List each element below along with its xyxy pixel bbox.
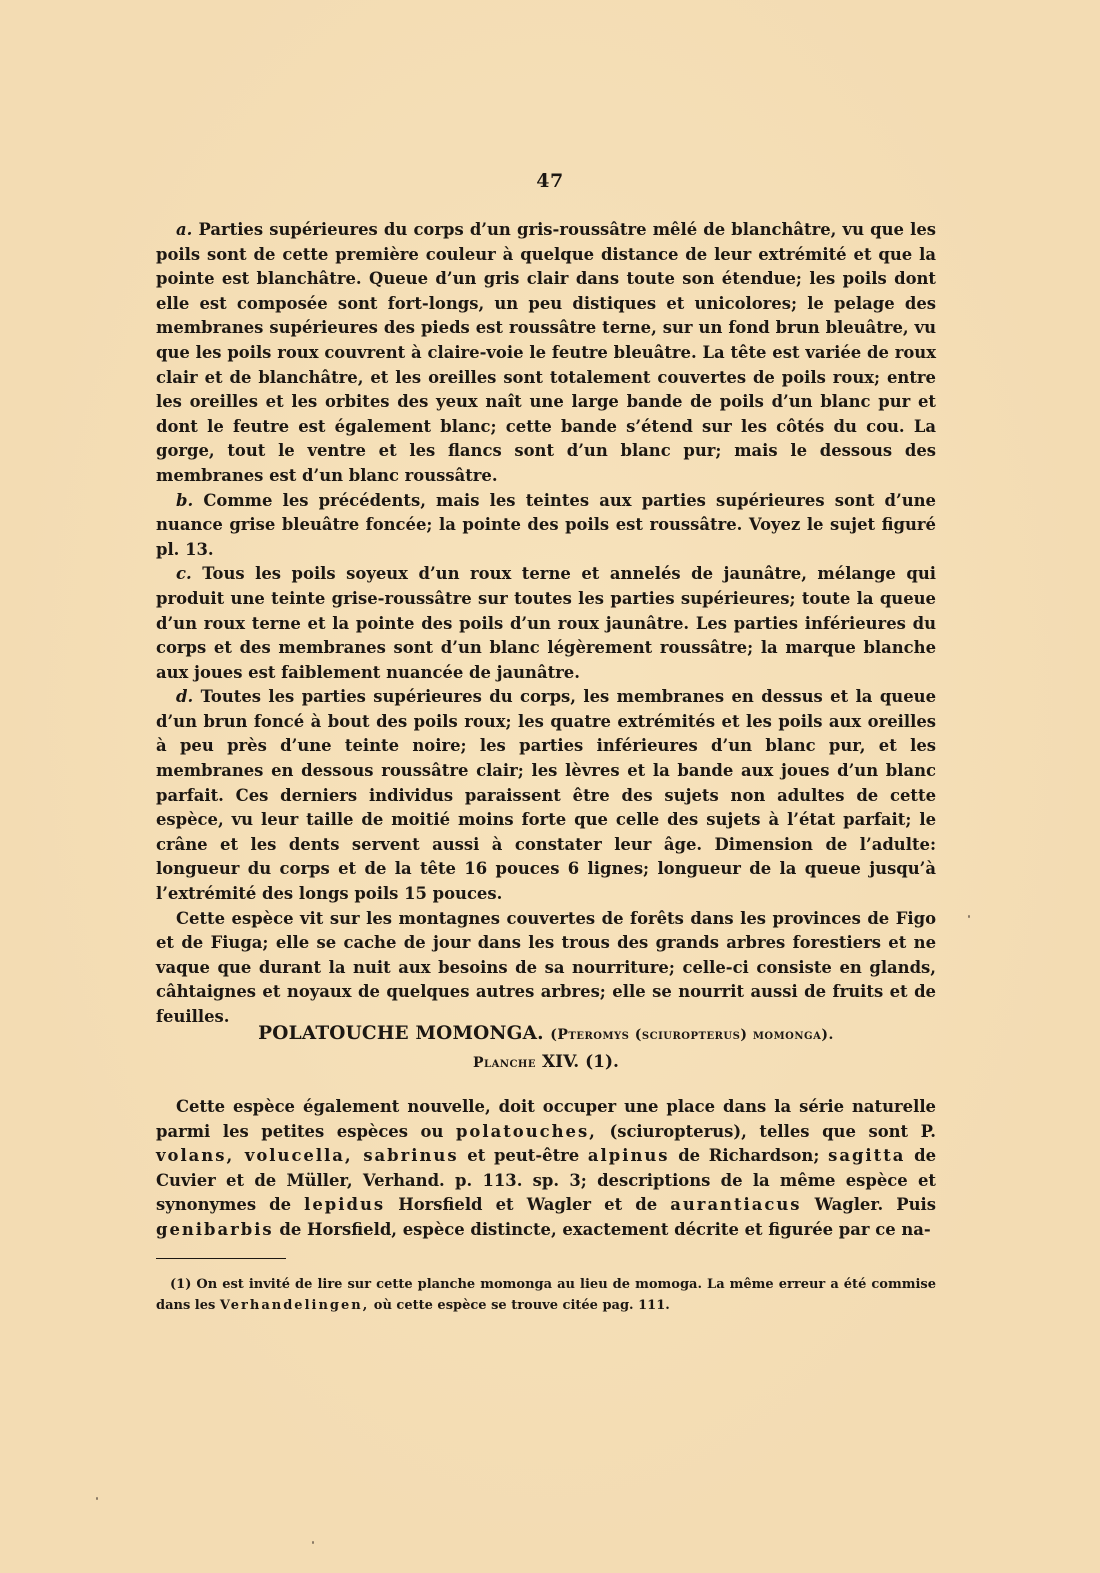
paper-speck (96, 1497, 98, 1500)
paragraph-text: Toutes les parties supérieures du corps, les membranes en dessus et la queue d’un brun foncé à bout des poils roux; les quatre extrémités et les poils aux oreilles à peu près d’une teinte noire; les parties inférieures d’un blanc pur, et les membranes en dessous roussâtre clair; les lèvres et la bande aux joues d’un blanc parfait. Ces derniers individus paraissent être des sujets non adultes de cette espèce, vu leur taille de moitié moins forte que celle des sujets à l’état parfait; le crâne et les dents servent aussi à constater leur âge. Dimension de l’adulte: longueur du corps et de la tête 16 pouces 6 lignes; longueur de la queue jusqu’à l’extrémité des longs poils 15 pouces. (156, 687, 936, 904)
paragraph-a (156, 218, 936, 489)
species-latin-name: (Pteromys (sciuropterus) momonga). (550, 1027, 834, 1043)
species-term: volans, volucella, sabrinus (156, 1146, 459, 1166)
species-term: momoga. (635, 1277, 702, 1292)
work-title: Verhandelingen, (219, 1298, 370, 1313)
paper-speck (312, 1541, 314, 1544)
text-run: Cette espèce également nouvelle, doit occuper une place dans la série naturelle parmi les petites espèces ou (156, 1097, 936, 1141)
text-run: au lieu de (557, 1277, 631, 1292)
species-term: aurantiacus (670, 1195, 802, 1215)
plate-number: XIV. (1). (541, 1052, 619, 1072)
species-term: momonga (480, 1277, 553, 1292)
paragraph-text: Tous les poils soyeux d’un roux terne et annelés de jaunâtre, mélange qui produit une teinte grise-roussâtre sur toutes les parties supérieures; toute la queue d’un roux terne et la pointe des poils d’un roux jaunâtre. Les parties inférieures du corps et des membranes sont d’un blanc légèrement roussâtre; la marque blanche aux joues est faiblement nuancée de jaunâtre. (156, 564, 936, 682)
footnote-text (156, 1274, 936, 1316)
text-run: La même erreur a été commise dans les (156, 1277, 936, 1313)
description-block (156, 218, 936, 1030)
paragraph-label: b. (176, 490, 194, 510)
paragraph-c (156, 562, 936, 685)
text-run: où cette espèce se trouve citée pag. 111. (373, 1298, 670, 1313)
footnote-divider (156, 1258, 286, 1259)
text-run: Wagler. Puis (814, 1195, 936, 1215)
text-run: et peut-être (467, 1146, 580, 1166)
momonga-paragraph (156, 1095, 936, 1243)
species-term: alpinus (587, 1146, 670, 1166)
species-term: polatouches, (455, 1121, 597, 1141)
plate-word: Planche (473, 1055, 537, 1071)
text-run: de Richardson; (678, 1146, 820, 1166)
paragraph-label: a. (176, 220, 193, 239)
text-run: Horsfield et Wagler et de (398, 1195, 658, 1215)
text-run: On est invité de lire sur cette planche (196, 1277, 476, 1292)
species-name: POLATOUCHE MOMONGA. (258, 1023, 544, 1044)
paragraph-text: Parties supérieures du corps d’un gris-roussâtre mêlé de blanchâtre, vu que les poils sont de cette première couleur à quelque distance de leur extrémité et que la pointe est blanchâtre. Queue d’un gris clair dans toute son étendue; les poils dont elle est composée sont fort-longs, un peu distiques et unicolores; le pelage des membranes supérieures des pieds est roussâtre terne, sur un fond brun bleuâtre, vu que les poils roux couvrent à claire-voie le feutre bleuâtre. La tête est variée de roux clair et de blanchâtre, et les oreilles sont totalement couvertes de poils roux; entre les oreilles et les orbites des yeux naît une large bande de poils d’un blanc pur et dont le feutre est également blanc; cette bande s’étend sur les côtés du cou. La gorge, tout le ventre et les flancs sont d’un blanc pur; mais le dessous des membranes est d’un blanc roussâtre. (156, 220, 936, 485)
paragraph-label: c. (176, 564, 192, 584)
footnote (156, 1274, 936, 1316)
section-heading (156, 1020, 936, 1076)
momonga-block (156, 1095, 936, 1243)
paragraph-text: Comme les précédents, mais les teintes aux parties supérieures sont d’une nuance grise bleuâtre foncée; la pointe des poils est roussâtre. Voyez le sujet figuré pl. 13. (156, 490, 936, 559)
paragraph-d (156, 685, 936, 906)
paper-speck (968, 915, 970, 918)
paragraph-b (156, 489, 936, 563)
footnote-marker: (1) (170, 1277, 192, 1292)
species-term: genibarbis (156, 1219, 274, 1239)
species-term: lepidus (304, 1195, 386, 1215)
paragraph-label: d. (176, 687, 194, 707)
species-title (156, 1020, 936, 1049)
plate-reference (156, 1049, 936, 1076)
species-term: sagitta (828, 1146, 906, 1166)
page-number: 47 (536, 170, 564, 192)
paragraph-habitat: Cette espèce vit sur les montagnes couvertes de forêts dans les provinces de Figo et de Fiuga; elle se cache de jour dans les trous des grands arbres forestiers et ne vaque que durant la nuit aux besoins de sa nourriture; celle-ci consiste en glands, câhtaignes et noyaux de quelques autres arbres; elle se nourrit aussi de fruits et de feuilles. (156, 908, 936, 1026)
text-run: (sciuropterus), telles que sont P. (609, 1121, 936, 1141)
text-run: de Cuvier et de Müller, Verhand. p. 113. sp. 3; descriptions de la même espèce et synonymes de (156, 1146, 936, 1215)
text-run: de Horsfield, espèce distincte, exactement décrite et figurée par ce na- (279, 1219, 931, 1239)
